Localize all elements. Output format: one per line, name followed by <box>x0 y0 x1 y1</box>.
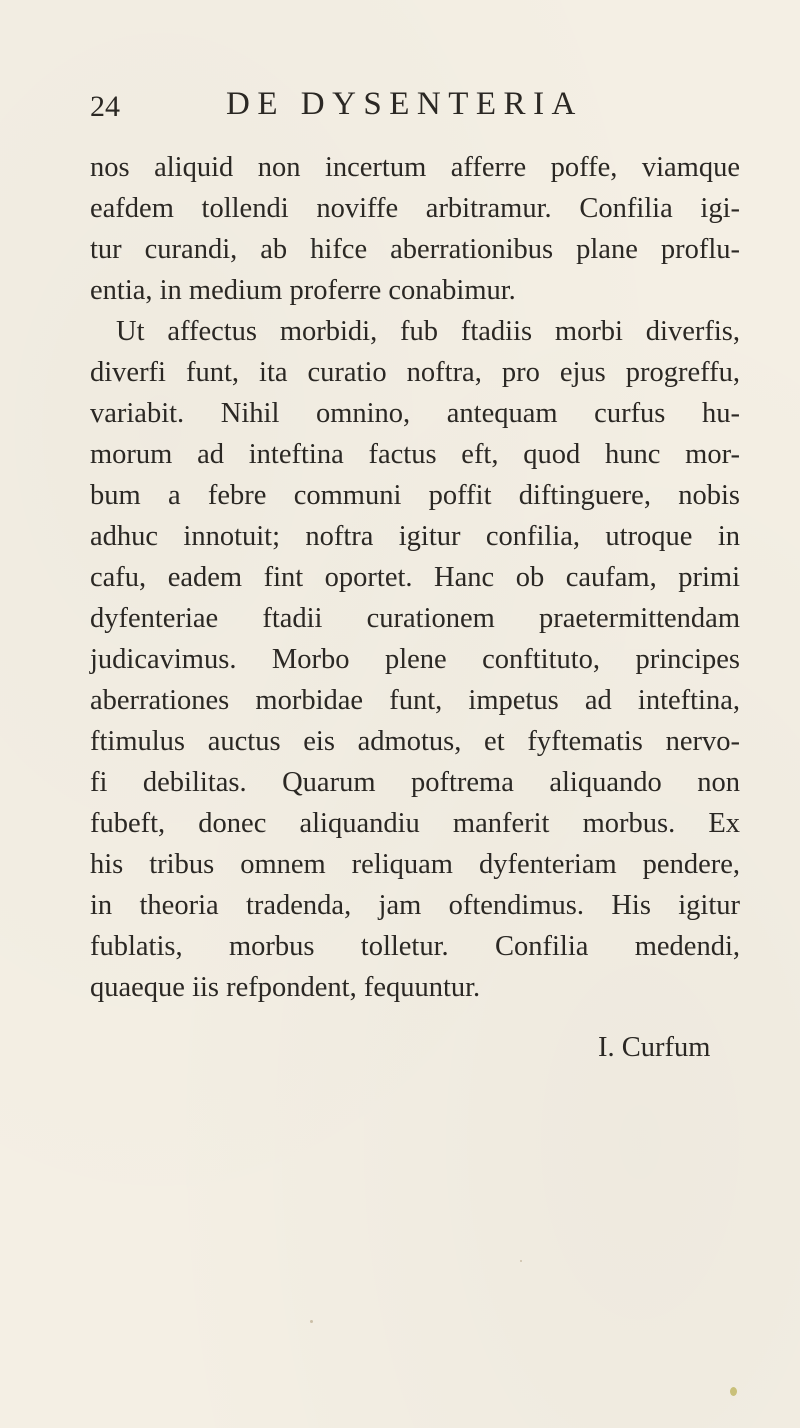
text-line: entia, in medium proferre conabimur. <box>90 275 516 306</box>
body-text <box>90 147 740 1008</box>
text-line: tur curandi, ab hifce aberrationibus plane proflu- <box>90 234 740 265</box>
text-line: judicavimus. Morbo plene conftituto, principes <box>90 644 740 675</box>
text-line: diverfi funt, ita curatio noftra, pro ejus progreffu, <box>90 357 740 388</box>
paper-speck <box>310 1320 313 1323</box>
text-line: variabit. Nihil omnino, antequam curfus hu- <box>90 398 740 429</box>
paper-speck <box>520 1260 522 1262</box>
text-line: Ut affectus morbidi, fub ftadiis morbi diverfis, <box>116 316 740 347</box>
page-header <box>90 86 740 130</box>
text-line: nos aliquid non incertum afferre poffe, viamque <box>90 152 740 183</box>
text-line: fi debilitas. Quarum poftrema aliquando non <box>90 767 740 798</box>
text-line: eafdem tollendi noviffe arbitramur. Confilia igi- <box>90 193 740 224</box>
running-title: DE DYSENTERIA <box>226 86 583 122</box>
text-line: dyfenteriae ftadii curationem praetermittendam <box>90 603 740 634</box>
text-line: cafu, eadem fint oportet. Hanc ob caufam, primi <box>90 562 740 593</box>
text-line: bum a febre communi poffit diftinguere, nobis <box>90 480 740 511</box>
text-line: in theoria tradenda, jam oftendimus. His igitur <box>90 890 740 921</box>
text-line: fublatis, morbus tolletur. Confilia medendi, <box>90 931 740 962</box>
text-line: fubeft, donec aliquandiu manferit morbus. Ex <box>90 808 740 839</box>
text-line: his tribus omnem reliquam dyfenteriam pendere, <box>90 849 740 880</box>
text-line: morum ad inteftina factus eft, quod hunc mor- <box>90 439 740 470</box>
catchword: I. Curfum <box>598 1032 711 1063</box>
text-line: adhuc innotuit; noftra igitur confilia, utroque in <box>90 521 740 552</box>
page-number: 24 <box>90 90 120 123</box>
paper-speck <box>730 1387 737 1396</box>
text-line: quaeque iis refpondent, fequuntur. <box>90 972 481 1003</box>
text-line: aberrationes morbidae funt, impetus ad inteftina, <box>90 685 740 716</box>
text-line: ftimulus auctus eis admotus, et fyftematis nervo- <box>90 726 740 757</box>
